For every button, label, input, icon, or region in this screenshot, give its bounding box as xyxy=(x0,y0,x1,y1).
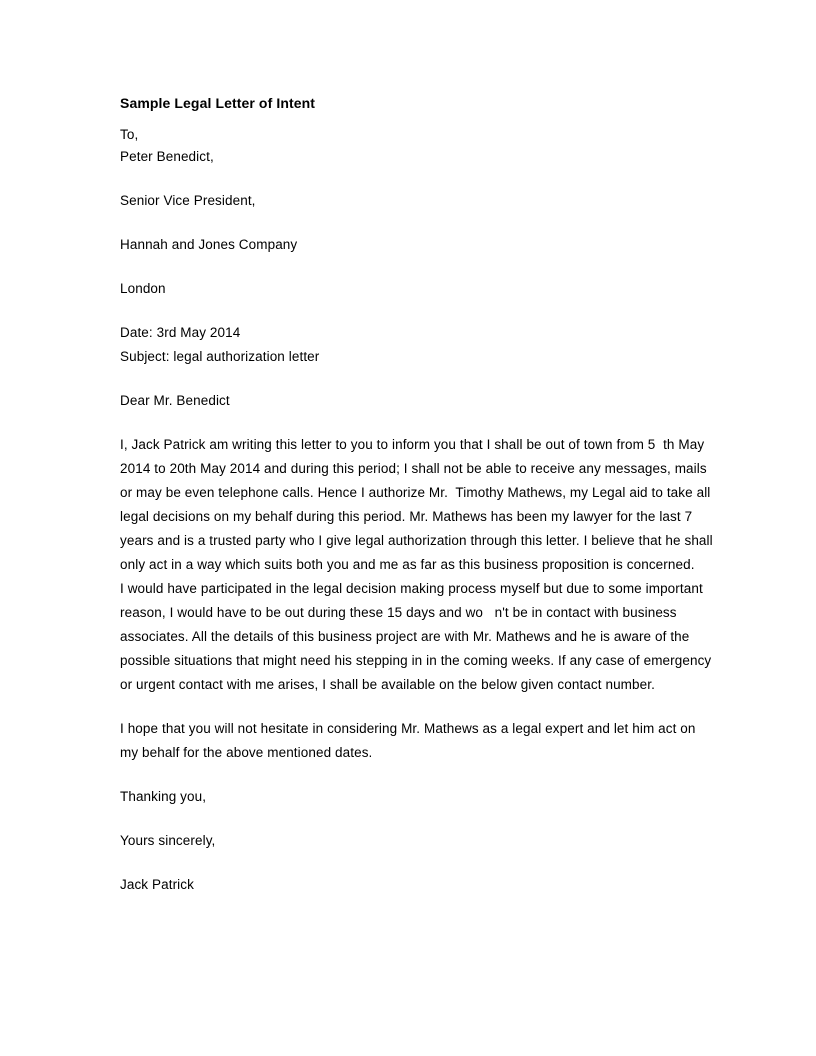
body-line: my behalf for the above mentioned dates. xyxy=(120,745,373,760)
salutation: Dear Mr. Benedict xyxy=(120,393,230,408)
closing-thanks: Thanking you, xyxy=(120,789,207,804)
recipient-name: Peter Benedict, xyxy=(120,149,214,164)
recipient-city: London xyxy=(120,281,166,296)
body-line: or urgent contact with me arises, I shall be available on the below given contact number. xyxy=(120,677,655,692)
recipient-position: Senior Vice President, xyxy=(120,193,256,208)
body-line: I would have participated in the legal decision making process myself but due to some important xyxy=(120,581,703,596)
body-line: reason, I would have to be out during these 15 days and wo n't be in contact with business xyxy=(120,605,677,620)
letter-date: Date: 3rd May 2014 xyxy=(120,325,241,340)
recipient-company: Hannah and Jones Company xyxy=(120,237,298,252)
letter-subject: Subject: legal authorization letter xyxy=(120,349,320,364)
body-line: only act in a way which suits both you and me as far as this business proposition is concerned. xyxy=(120,557,695,572)
body-line: 2014 to 20th May 2014 and during this period; I shall not be able to receive any messages, mails xyxy=(120,461,707,476)
closing: Yours sincerely, xyxy=(120,833,216,848)
body-line: associates. All the details of this business project are with Mr. Mathews and he is aware of the xyxy=(120,629,690,644)
body-line: legal decisions on my behalf during this period. Mr. Mathews has been my lawyer for the last 7 xyxy=(120,509,693,524)
body-line: possible situations that might need his stepping in in the coming weeks. If any case of emergency xyxy=(120,653,712,668)
body-line: years and is a trusted party who I give legal authorization through this letter. I believe that he shall xyxy=(120,533,713,548)
recipient-to: To, xyxy=(120,127,139,142)
signature: Jack Patrick xyxy=(120,877,194,892)
body-line: or may be even telephone calls. Hence I authorize Mr. Timothy Mathews, my Legal aid to take all xyxy=(120,485,711,500)
document-title: Sample Legal Letter of Intent xyxy=(120,95,316,111)
body-line: I hope that you will not hesitate in considering Mr. Mathews as a legal expert and let him act on xyxy=(120,721,696,736)
body-line: I, Jack Patrick am writing this letter to you to inform you that I shall be out of town from 5 th May xyxy=(120,437,705,452)
